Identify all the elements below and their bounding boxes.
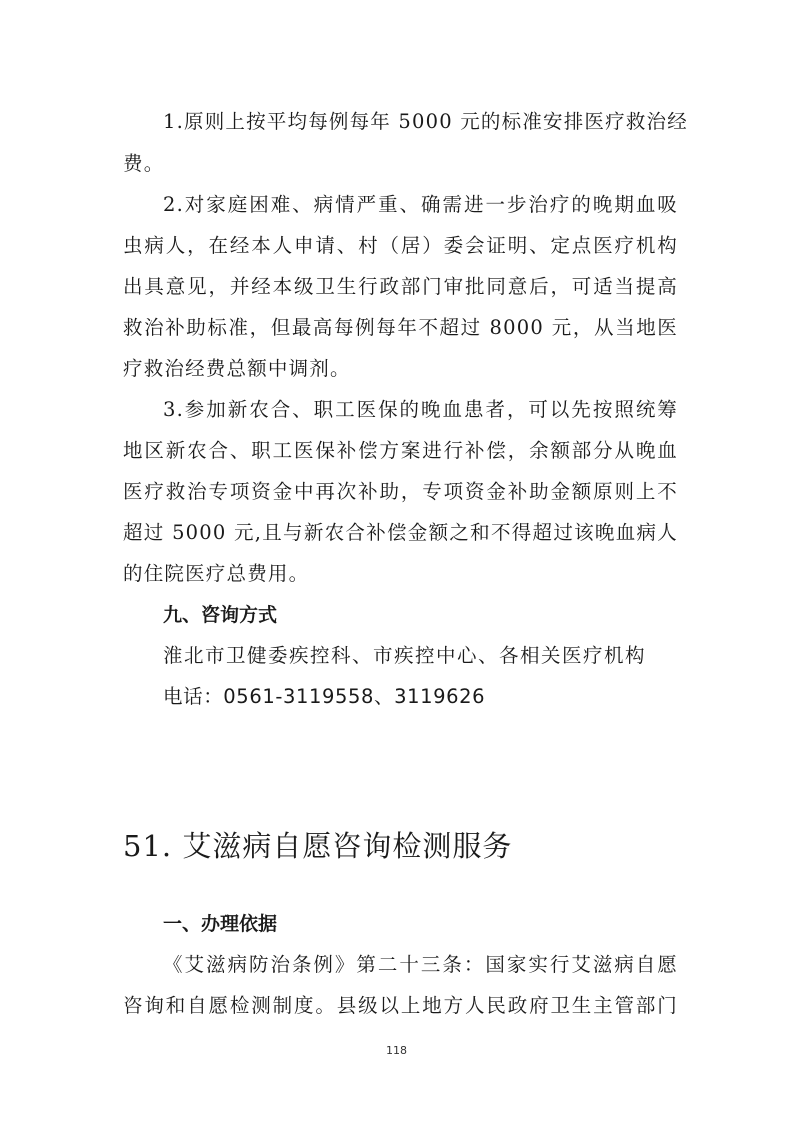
section-51-title: 51. 艾滋病自愿咨询检测服务 (123, 829, 513, 863)
section-51-line-2: 咨询和自愿检测制度。县级以上地方人民政府卫生主管部门 (123, 994, 678, 1017)
paragraph-2-line-4: 救治补助标准，但最高每例每年不超过 8000 元，从当地医 (123, 316, 678, 339)
section-51-heading: 一、办理依据 (163, 913, 278, 935)
paragraph-2-line-3: 出具意见，并经本级卫生行政部门审批同意后，可适当提高 (123, 275, 678, 298)
paragraph-1-line-2: 费。 (123, 152, 165, 175)
paragraph-3-line-5: 的住院医疗总费用。 (123, 562, 310, 585)
section-51-line-1: 《艾滋病防治条例》第二十三条：国家实行艾滋病自愿 (163, 953, 678, 976)
paragraph-1-line-1: 1.原则上按平均每例每年 5000 元的标准安排医疗救治经 (163, 110, 688, 133)
paragraph-2-line-2: 虫病人，在经本人申请、村（居）委会证明、定点医疗机构 (123, 234, 678, 257)
paragraph-2-line-5: 疗救治经费总额中调剂。 (123, 357, 351, 380)
paragraph-3-line-3: 医疗救治专项资金中再次补助，专项资金补助金额原则上不 (123, 480, 678, 503)
contact-phone: 电话：0561-3119558、3119626 (163, 685, 486, 708)
contact-orgs: 淮北市卫健委疾控科、市疾控中心、各相关医疗机构 (163, 644, 647, 667)
paragraph-3-line-2: 地区新农合、职工医保补偿方案进行补偿，余额部分从晚血 (123, 439, 678, 462)
paragraph-2-line-1: 2.对家庭困难、病情严重、确需进一步治疗的晚期血吸 (163, 193, 678, 216)
paragraph-3-line-4: 超过 5000 元,且与新农合补偿金额之和不得超过该晚血病人 (123, 521, 678, 544)
section-9-heading: 九、咨询方式 (163, 604, 278, 626)
page-number: 118 (386, 1044, 407, 1057)
paragraph-3-line-1: 3.参加新农合、职工医保的晚血患者，可以先按照统筹 (163, 398, 678, 421)
